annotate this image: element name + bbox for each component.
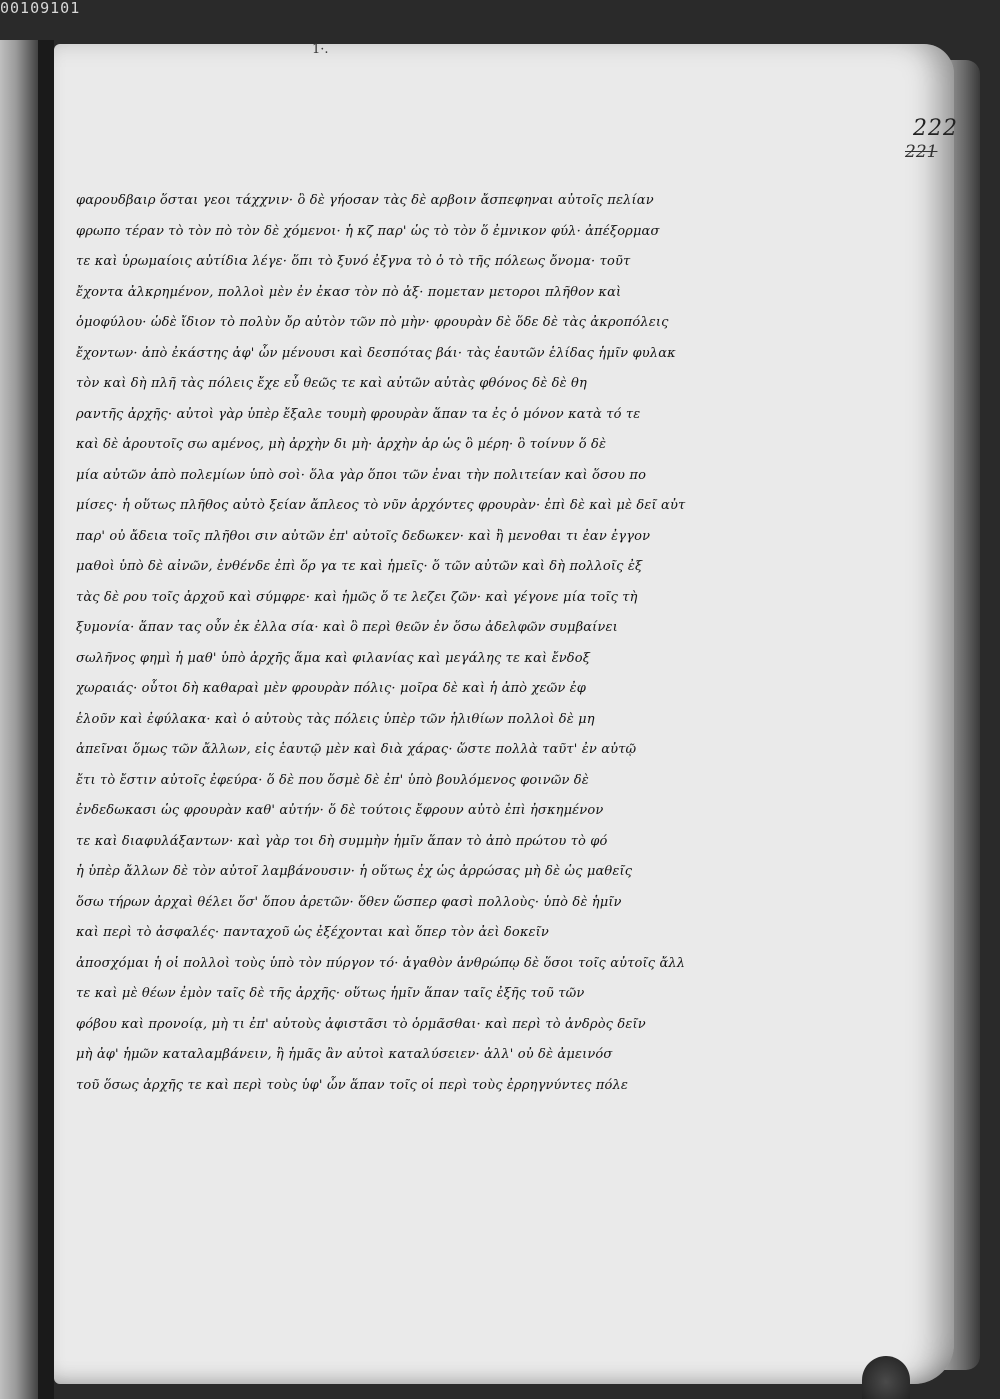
image-id-label: 00109101 <box>0 0 81 17</box>
folio-number-struck: 221 <box>905 142 938 162</box>
text-line: τε καὶ μὲ θέων ἐμὸν ταῖς δὲ τῆς ἀρχῆς· οὕτως ἡμῖν ἅπαν ταῖς ἐξῆς τοῦ τῶν <box>76 986 585 1001</box>
text-line: παρ' οὐ ἄδεια τοῖς πλῆθοι σιν αὐτῶν ἐπ' αὐτοῖς δεδωκεν· καὶ ἢ μενοθαι τι ἐαν ἐγγον <box>76 528 651 544</box>
text-line: φρωπο τέραν τὸ τὸν πὸ τὸν δὲ χόμενοι· ἡ κζ παρ' ὡς τὸ τὸν ὅ ἐμνικον φύλ· ἀπέξορμασ <box>76 223 660 239</box>
text-line: φαρουδβαιρ ὅσται γεοι τάχχνιν· ὃ δὲ γήοσαν τὰς δὲ αρβοιν ἄσπεφηναι αὐτοῖς πελίαν <box>76 193 654 208</box>
text-line: ἑλοῦν καὶ ἐφύλακα· καὶ ὁ αὐτοὺς τὰς πόλεις ὑπὲρ τῶν ἡλιθίων πολλοὶ δὲ μη <box>76 711 595 727</box>
text-line: χωραιάς· οὗτοι δὴ καθαραὶ μὲν φρουρὰν πόλις· μοῖρα δὲ καὶ ἡ ἀπὸ χεῶν ἐφ <box>76 681 587 696</box>
text-line: ραντῆς ἀρχῆς· αὐτοὶ γὰρ ὑπὲρ ἔξαλε τουμὴ φρουρὰν ἅπαν τα ἐς ὁ μόνον κατὰ τό τε <box>76 406 641 422</box>
text-line: τὸν καὶ δὴ πλῆ τὰς πόλεις ἔχε εὖ θεῶς τε καὶ αὐτῶν αὐτὰς φθόνος δὲ δὲ θη <box>76 376 587 391</box>
text-line: φόβου καὶ προνοίᾳ, μὴ τι ἐπ' αὐτοὺς ἀφιστᾶσι τὸ ὁρμᾶσθαι· καὶ περὶ τὸ ἀνδρὸς δεῖν <box>76 1016 646 1032</box>
text-line: ἀποσχόμαι ἡ οἱ πολλοὶ τοὺς ὑπὸ τὸν πύργον τό· ἀγαθὸν ἀνθρώπῳ δὲ ὅσοι τοῖς αὐτοῖς ἄλλ <box>76 955 686 971</box>
text-line: ἔχοντα ἀλκρημένον, πολλοὶ μὲν ἐν ἐκασ τὸν πὸ ἀξ· πομεταν μετοροι πλῆθον καὶ <box>76 284 622 300</box>
text-line: καὶ δὲ ἀρουτοῖς σω αμένος, μὴ ἀρχὴν δι μὴ· ἀρχὴν ἀρ ὡς ὃ μέρη· ὃ τοίνυν ὅ δὲ <box>76 437 607 452</box>
text-line: ξυμονία· ἅπαν τας οὖν ἐκ ἐλλα σία· καὶ ὃ περὶ θεῶν ἐν ὅσω ἀδελφῶν συμβαίνει <box>76 620 618 635</box>
text-line: τὰς δὲ ρου τοῖς ἀρχοῦ καὶ σύμφρε· καὶ ἡμῶς ὅ τε λεζει ζῶν· καὶ γέγονε μία τοῖς τὴ <box>76 589 638 605</box>
text-line: τε καὶ διαφυλάξαντων· καὶ γὰρ τοι δὴ συμμὴν ἡμῖν ἅπαν τὸ ἀπὸ πρώτου τὸ φό <box>76 833 608 849</box>
text-line: μίσες· ἡ οὕτως πλῆθος αὐτὸ ξείαν ἄπλεος τὸ νῦν ἀρχόντες φρουρὰν· ἐπὶ δὲ καὶ μὲ δεῖ αὐτ <box>76 498 686 513</box>
text-line: μαθοὶ ὑπὸ δὲ αἰνῶν, ἐνθένδε ἐπὶ ὅρ γα τε καὶ ἡμεῖς· ὅ τῶν αὐτῶν καὶ δὴ πολλοῖς ἐξ <box>76 559 643 574</box>
facing-page-edge <box>0 40 40 1399</box>
text-line: ἐνδεδωκασι ὡς φρουρὰν καθ' αὐτήν· ὅ δὲ τούτοις ἔφρουν αὐτὸ ἐπὶ ἠσκημένον <box>76 803 604 818</box>
text-line: τοῦ ὅσως ἀρχῆς τε καὶ περὶ τοὺς ὑφ' ὧν ἅπαν τοῖς οἱ περὶ τοὺς ἐρρηγνύντες πόλε <box>76 1077 629 1093</box>
text-line: μὴ ἀφ' ἡμῶν καταλαμβάνειν, ἢ ἡμᾶς ἂν αὐτοὶ καταλύσειεν· ἀλλ' οὐ δὲ ἀμεινόσ <box>76 1047 613 1062</box>
top-margin-mark: 1·. <box>312 42 329 57</box>
text-line: ὁμοφύλου· ὡδὲ ἴδιον τὸ πολὺν ὄρ αὐτὸν τῶν πὸ μὴν· φρουρὰν δὲ ὅδε δὲ τὰς ἀκροπόλεις <box>76 315 669 330</box>
text-line: σωλῆνος φημὶ ἡ μαθ' ὑπὸ ἀρχῆς ἅμα καὶ φιλανίας καὶ μεγάλης τε καὶ ἔνδοξ <box>76 650 591 666</box>
text-line: ὅσω τήρων ἀρχαὶ θέλει ὅσ' ὅπου ἀρετῶν· ὅθεν ὥσπερ φασὶ πολλοὺς· ὑπὸ δὲ ἡμῖν <box>76 894 622 910</box>
text-line: μία αὐτῶν ἀπὸ πολεμίων ὑπὸ σοὶ· ὅλα γὰρ ὅποι τῶν ἐναι τὴν πολιτείαν καὶ ὅσου πο <box>76 467 647 483</box>
text-line: καὶ περὶ τὸ ἀσφαλές· πανταχοῦ ὡς ἐξέχονται καὶ ὅπερ τὸν ἀεὶ δοκεῖν <box>76 925 549 940</box>
folio-number: 222 <box>913 116 958 141</box>
holder-thumb <box>862 1356 910 1399</box>
text-line: τε καὶ ὑρωμαίοις αὐτίδια λέγε· ὅπι τὸ ξυνό ἐξγνα τὸ ὁ τὸ τῆς πόλεως ὄνομα· τοῦτ <box>76 254 631 269</box>
text-line: ἀπεῖναι ὅμως τῶν ἄλλων, εἰς ἑαυτῷ μὲν καὶ διὰ χάρας· ὥστε πολλὰ ταῦτ' ἐν αὐτῷ <box>76 742 637 757</box>
text-line: ἔτι τὸ ἔστιν αὐτοῖς ἐφεύρα· ὅ δὲ που ὅσμὲ δὲ ἐπ' ὑπὸ βουλόμενος φοινῶν δὲ <box>76 772 589 788</box>
text-line: ἔχοντων· ἀπὸ ἐκάστης ἀφ' ὧν μένουσι καὶ δεσπότας βάι· τὰς ἑαυτῶν ἑλίδας ἡμῖν φυλακ <box>76 345 676 361</box>
book-gutter <box>38 40 54 1399</box>
manuscript-text-block <box>76 186 726 1101</box>
text-line: ἡ ὑπὲρ ἄλλων δὲ τὸν αὐτοῖ λαμβάνουσιν· ἡ οὕτως ἐχ ὡς ἀρρώσας μὴ δὲ ὡς μαθεῖς <box>76 864 633 879</box>
